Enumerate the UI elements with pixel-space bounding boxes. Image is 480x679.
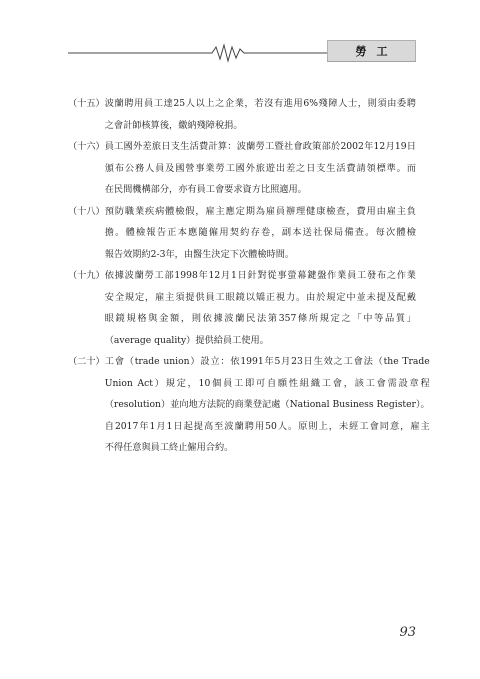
section-title-tab [327,40,416,61]
item-line: 預防職業疾病體檢假，雇主應定期為雇員辦理健康檢查，費用由雇主負 [104,205,416,217]
item-line: 安全規定，雇主須提供員工眼鏡以矯正視力。由於規定中並未提及配戴 [104,291,416,303]
page-number: 93 [399,625,416,640]
item-line: 依據波蘭勞工部1998年12月1日針對從事螢幕鍵盤作業員工發布之作業 [104,270,416,281]
item-line: 自2017年1月1日起提高至波蘭聘用50人。原則上，未經工會同意，雇主 [104,420,430,432]
item-text [105,201,416,266]
item-text [105,93,416,136]
item-text [105,265,416,351]
item-line: 工會（trade union）設立：依1991年5月23日生效之工會法（the Trade [104,356,430,367]
item-text [105,136,416,201]
item-line: （average quality）提供給員工使用。 [104,334,269,346]
list-item [68,351,430,459]
item-line: 擔。體檢報告正本應隨僱用契約存卷，副本送社保局備查。每次體檢 [104,227,416,238]
section-title: 勞工 [355,45,398,58]
article-body [68,93,430,459]
item-line: 在民間機構部分，亦有員工會要求資方比照適用。 [104,184,307,195]
item-number: （十五） [68,98,105,109]
list-item [68,201,416,266]
list-item [68,265,416,351]
item-line: Union Act）規定，10個員工即可自願性組織工會，該工會需設章程 [104,377,430,389]
item-line: 波蘭聘用員工達25人以上之企業，若沒有進用6%殘障人士，則須由委聘 [104,98,416,109]
item-number: （十九） [68,270,105,281]
item-line: 不得任意與員工終止僱用合約。 [104,442,234,453]
item-line: 頒布公務人員及國營事業勞工國外旅遊出差之日支生活費請領標準。而 [104,162,416,174]
item-number: （二十） [68,356,105,367]
item-line: 員工國外差旅日支生活費計算：波蘭勞工暨社會政策部於2002年12月19日 [104,141,416,152]
item-line: （resolution）並向地方法院的商業登記處（National Business Register）。 [104,399,430,410]
list-item [68,93,416,136]
item-text [105,351,430,459]
item-line: 報告效期約2-3年，由醫生決定下次體檢時間。 [104,248,295,260]
item-number: （十六） [68,141,105,152]
item-number: （十八） [68,205,105,217]
list-item [68,136,416,201]
item-line: 眼鏡規格與金額，則依據波蘭民法第357條所規定之「中等品質」 [104,313,416,324]
item-line: 之會計師核算後，繳納殘障稅捐。 [104,119,243,131]
